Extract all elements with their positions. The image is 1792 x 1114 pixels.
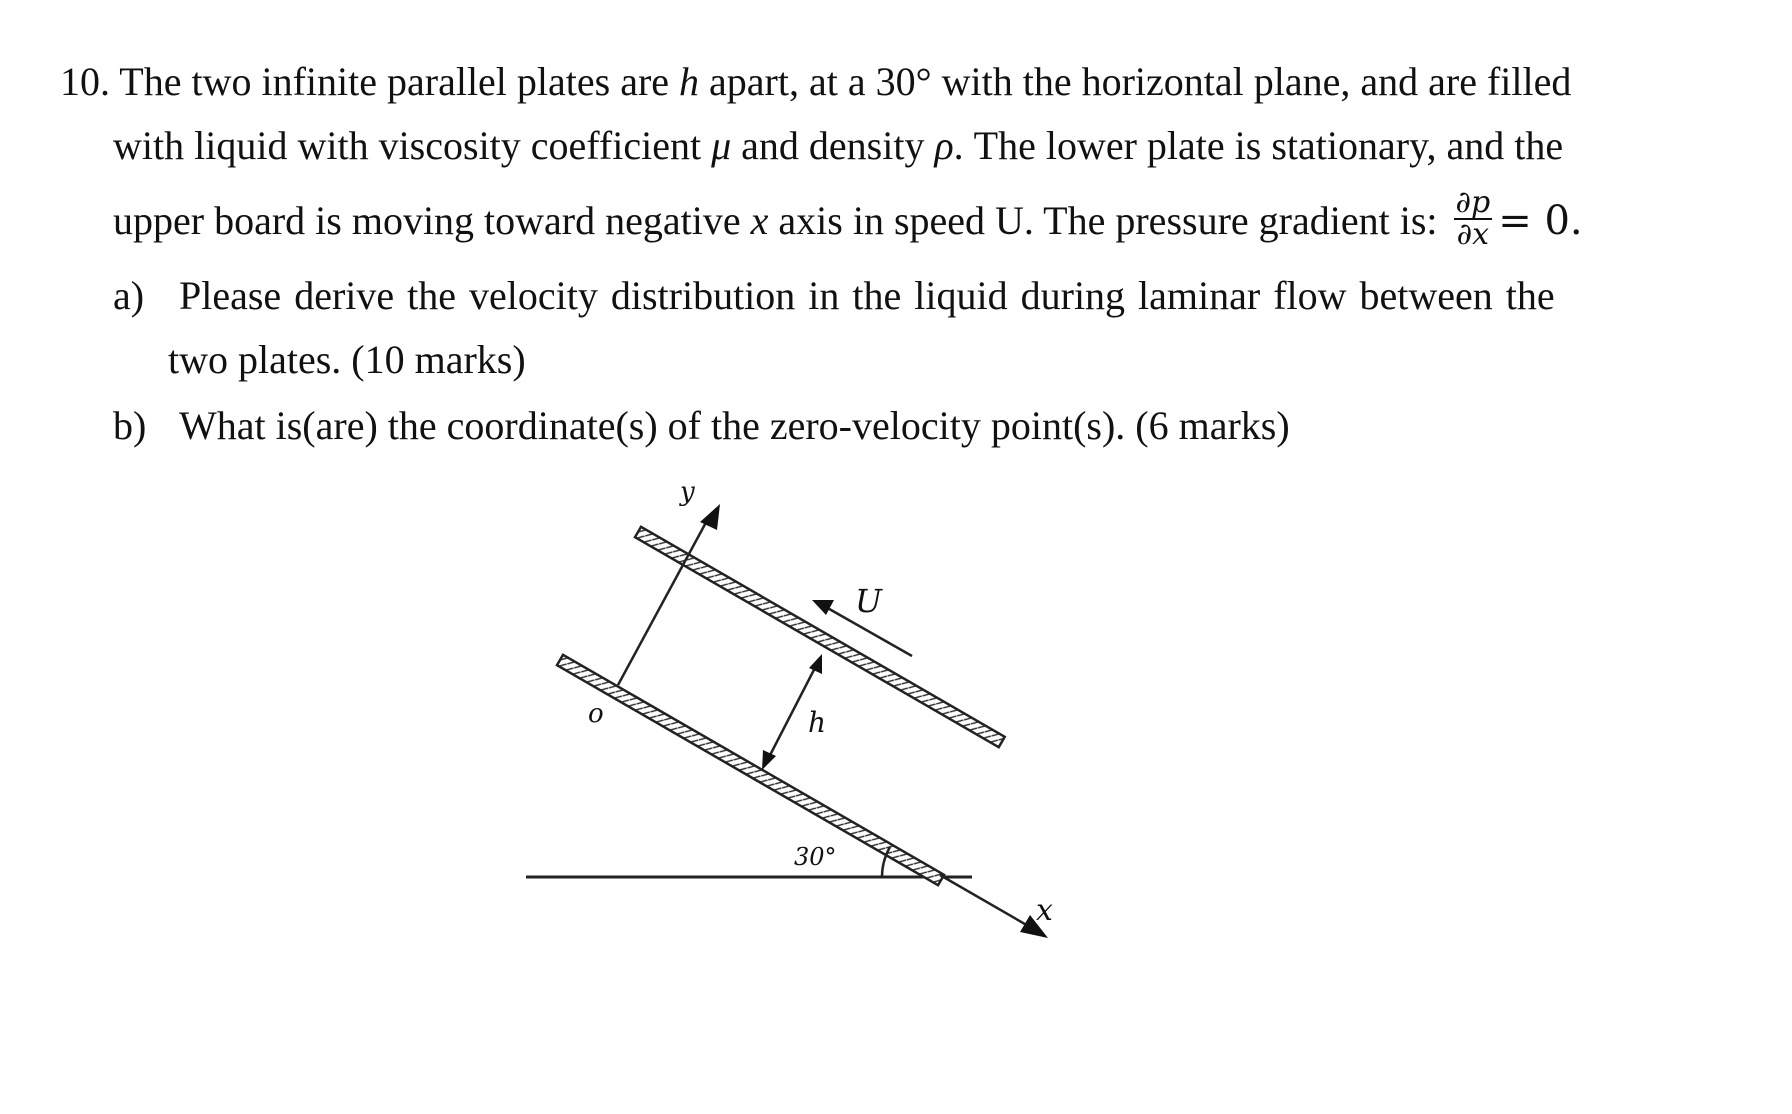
question-line-2: with liquid with viscosity coefficient μ and density ρ. The lower plate is stationary, and the [113,123,1564,168]
x-axis-label: x [1036,893,1053,928]
gap-arrowhead-upper [809,654,822,674]
equals-zero: = 0. [1498,198,1583,245]
lower-plate [557,655,944,885]
parallel-plates-diagram [560,477,1120,965]
part-a-text: Please derive the velocity distribution in the liquid during laminar flow between the [179,273,1555,318]
angle-label: 30° [794,843,837,871]
part-a-line-2 [168,336,526,384]
question-number: 10. [60,59,110,104]
pressure-gradient-fraction [1454,185,1493,252]
gap-arrowhead-lower [762,750,776,770]
velocity-label: U [855,582,882,620]
fraction-numerator: ∂p [1455,185,1491,220]
origin-label: o [588,699,604,729]
fraction-denominator: ∂x [1456,217,1490,252]
part-a-line-1 [113,272,1555,320]
x-axis-line [940,875,1030,927]
part-b-label: b) [113,403,147,448]
gap-label: h [808,706,827,739]
symbol-mu: μ [711,123,732,168]
part-a-text-cont: two plates. (10 marks) [168,337,526,382]
symbol-x: x [750,198,769,244]
diagram-svg [560,477,1120,960]
velocity-arrowhead [812,600,834,615]
question-line-1: 10. The two infinite parallel plates are h apart, at a 30° with the horizontal plane, and are filled [60,59,1572,104]
y-axis-label: y [680,477,695,507]
part-b-text: What is(are) the coordinate(s) of the zero-velocity point(s). (6 marks) [179,403,1290,448]
part-a-label: a) [113,273,145,318]
question-line-3: upper board is moving toward negative x axis in speed U. The pressure gradient is: $\frac{\partial p}{\partial x}$ = 0. [113,185,1583,252]
part-b-line-1 [113,402,1290,450]
symbol-rho: ρ [934,123,954,168]
symbol-h: h [679,59,700,104]
